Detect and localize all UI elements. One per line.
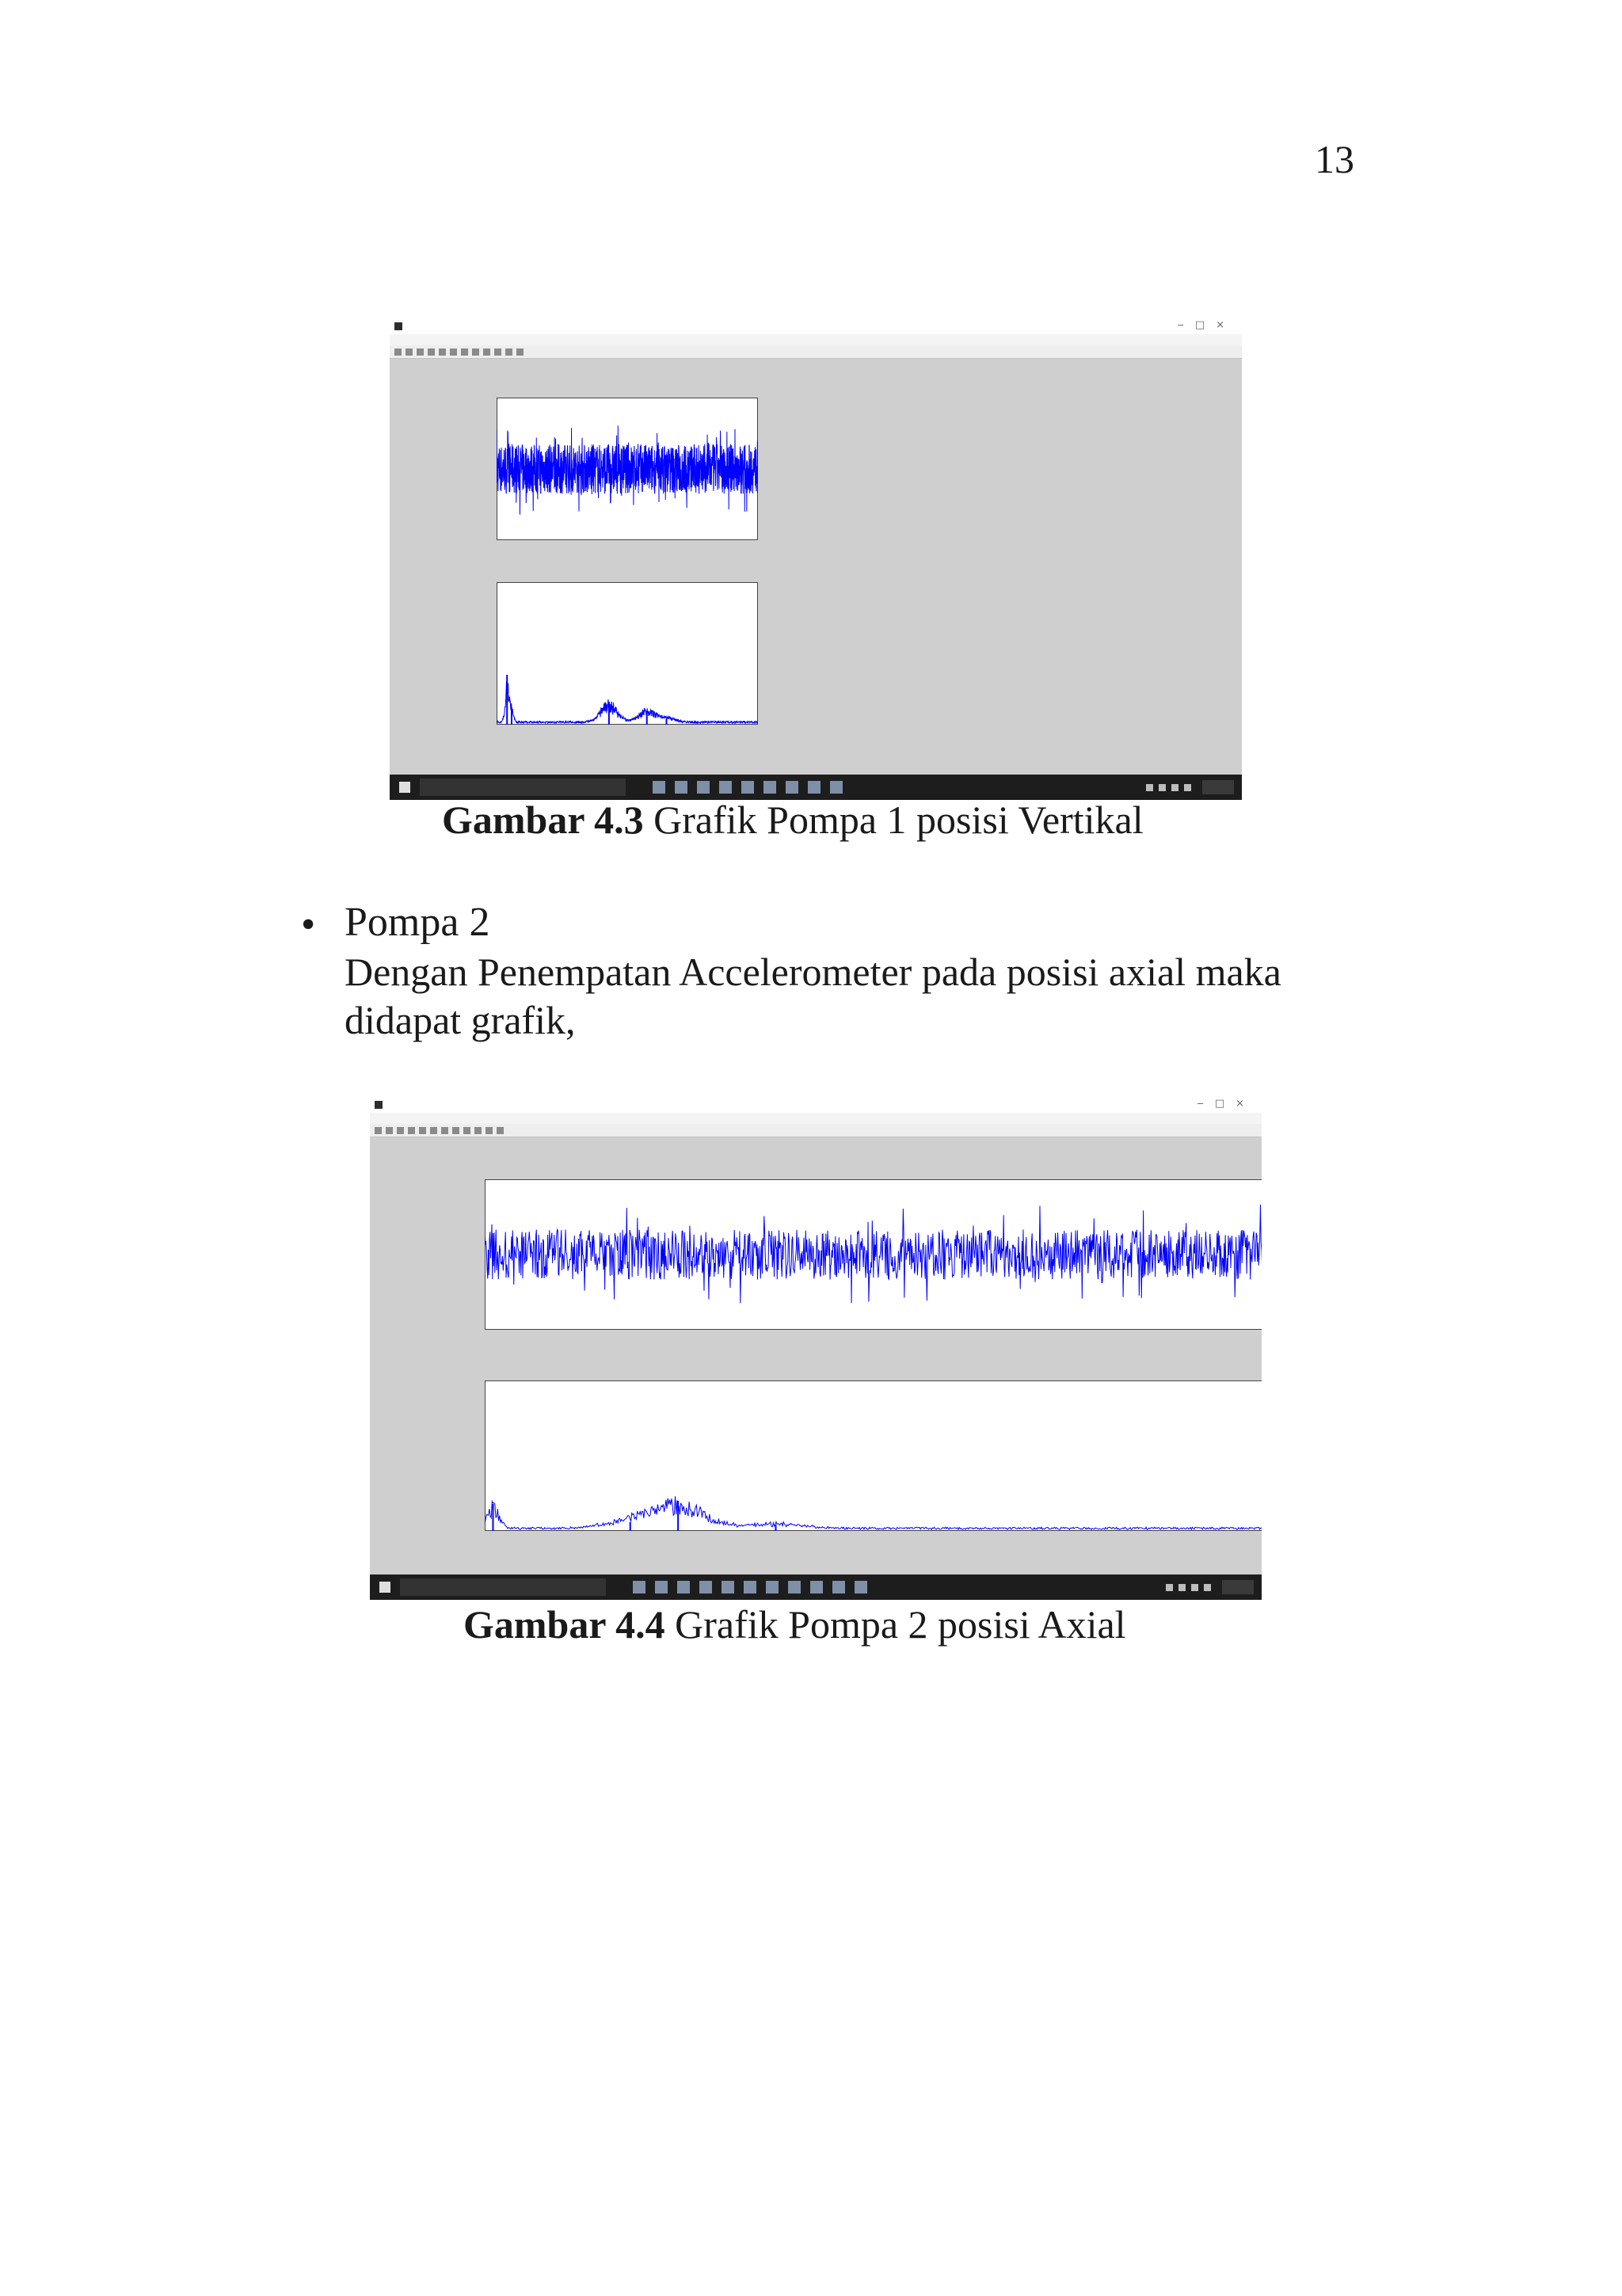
toolbar-icon [505,348,512,356]
taskbar-app-icon [675,781,687,794]
taskbar-app-icon [653,781,665,794]
toolbar-icon [463,1127,470,1134]
toolbar-icon [472,348,479,356]
figure-screenshot-pompa-1 [390,318,1242,800]
toolbar-icon [430,1127,437,1134]
toolbar-icon [394,348,402,356]
toolbar-icon [375,1127,382,1134]
caption-label: Gambar 4.4 [463,1602,665,1647]
tray-icon [1166,1584,1173,1591]
taskbar-app-icon [744,1581,756,1593]
figure-screenshot-pompa-2 [370,1097,1262,1600]
window-titlebar [370,1097,1262,1113]
taskbar-apps [653,781,843,794]
window-titlebar [390,318,1242,334]
taskbar-app-icon [722,1581,734,1593]
taskbar-app-icon [808,781,821,794]
window-controls: ‒□× [1177,319,1236,331]
toolbar-icon [417,348,424,356]
window-menubar [390,334,1242,345]
os-taskbar [370,1574,1262,1600]
taskbar-search-box [420,779,626,796]
tray-icon [1184,784,1191,791]
plot-frame [497,582,758,725]
toolbar-icon [483,348,490,356]
plot-time-domain [497,398,758,540]
taskbar-app-icon [763,781,776,794]
time-domain-svg [497,398,758,540]
tray-icon [1146,784,1153,791]
toolbar-icon [441,1127,448,1134]
taskbar-clock [1202,780,1234,794]
plot-time-domain [485,1179,1262,1330]
toolbar-icon [439,348,446,356]
bullet-title: Pompa 2 [345,900,490,945]
spectrum-svg [497,582,758,725]
tray-icon [1191,1584,1198,1591]
toolbar-icon [516,348,524,356]
windows-start-icon [379,1582,390,1593]
time-domain-svg [485,1179,1262,1330]
toolbar-icon [428,348,435,356]
toolbar-icon [494,348,501,356]
page-number: 13 [1315,137,1354,181]
toolbar-icon [408,1127,415,1134]
figure-caption [442,797,1144,843]
caption-label: Gambar 4.3 [442,798,644,842]
caption-text: Grafik Pompa 1 posisi Vertikal [643,798,1144,842]
taskbar-apps [633,1581,867,1593]
tray-icon [1171,784,1178,791]
toolbar-icon [450,348,457,356]
windows-start-icon [399,782,410,793]
app-icon [394,322,402,330]
bullet-symbol: • [301,902,316,947]
plot-frequency-spectrum [485,1380,1262,1531]
taskbar-app-icon [766,1581,779,1593]
caption-text: Grafik Pompa 2 posisi Axial [664,1602,1126,1647]
taskbar-app-icon [786,781,798,794]
toolbar-icon [386,1127,393,1134]
taskbar-app-icon [719,781,732,794]
toolbar-icon [461,348,468,356]
window-toolbar [390,345,1242,359]
window-controls: ‒□× [1197,1098,1255,1110]
toolbar-icon [406,348,413,356]
toolbar-icon [497,1127,504,1134]
taskbar-clock [1222,1580,1254,1594]
toolbar-icon [485,1127,493,1134]
taskbar-app-icon [788,1581,801,1593]
toolbar-icon [452,1127,459,1134]
taskbar-search-box [400,1578,606,1596]
app-icon [375,1101,383,1109]
toolbar-icon [474,1127,482,1134]
toolbar-icon [419,1127,426,1134]
tray-icon [1178,1584,1186,1591]
taskbar-app-icon [855,1581,867,1593]
system-tray [1166,1584,1211,1591]
taskbar-app-icon [810,1581,823,1593]
taskbar-app-icon [633,1581,645,1593]
taskbar-app-icon [677,1581,690,1593]
figure-caption [463,1601,1126,1647]
window-toolbar [370,1124,1262,1137]
plot-frame [485,1380,1262,1531]
toolbar-icon [397,1127,404,1134]
spectrum-svg [485,1380,1262,1531]
taskbar-app-icon [832,1581,845,1593]
paragraph: Dengan Penempatan Accelerometer pada posisi axial maka didapat grafik, [345,950,1281,1042]
taskbar-app-icon [699,1581,712,1593]
tray-icon [1159,784,1166,791]
plot-frequency-spectrum [497,582,758,725]
taskbar-app-icon [830,781,843,794]
window-menubar [370,1113,1262,1124]
taskbar-app-icon [697,781,710,794]
taskbar-app-icon [655,1581,668,1593]
tray-icon [1204,1584,1211,1591]
system-tray [1146,784,1191,791]
taskbar-app-icon [741,781,754,794]
